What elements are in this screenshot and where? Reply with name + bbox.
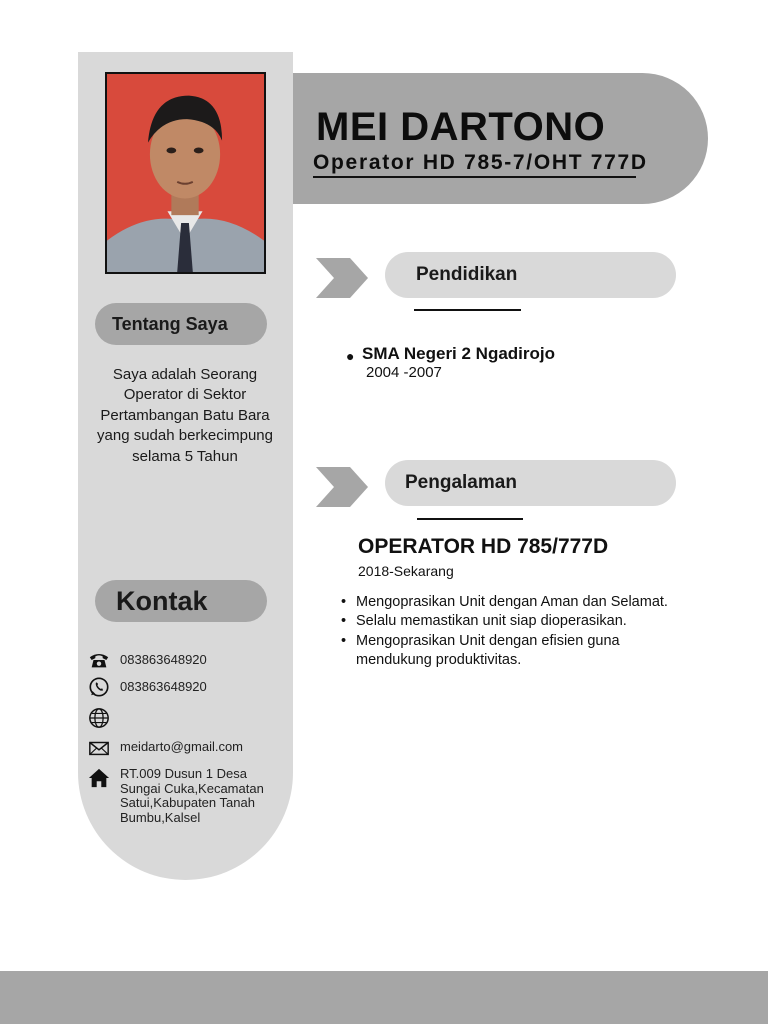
duty-item: • Mengoprasikan Unit dengan Aman dan Selamat. (341, 593, 686, 612)
portrait-illustration (107, 74, 264, 272)
telephone-icon (88, 649, 110, 671)
title-underline (313, 176, 636, 178)
contact-phone (88, 649, 207, 671)
home-icon (88, 767, 110, 789)
about-heading-text: Tentang Saya (112, 313, 228, 334)
full-name: MEI DARTONO (316, 105, 606, 149)
experience-divider (417, 518, 523, 520)
profile-photo (105, 72, 266, 274)
email-address: meidarto@gmail.com (120, 739, 244, 754)
job-position: OPERATOR HD 785/777D (358, 535, 609, 558)
education-divider (414, 309, 521, 311)
chevron-right-icon (316, 467, 368, 507)
footer-bar (0, 971, 768, 1024)
envelope-icon (88, 737, 110, 759)
education-heading (385, 252, 676, 298)
whatsapp-number: 083863648920 (120, 679, 207, 694)
experience-heading (385, 460, 676, 506)
contact-whatsapp (88, 676, 207, 698)
job-title: Operator HD 785-7/OHT 777D (313, 151, 648, 174)
about-description: Saya adalah Seorang Operator di Sektor Pertambangan Batu Bara yang sudah berkecimpung selama 5 Tahun (97, 366, 273, 465)
education-heading-text: Pendidikan (416, 264, 518, 285)
whatsapp-icon (88, 676, 110, 698)
bullet-icon: ● (346, 348, 355, 364)
duty-item: • Mengoprasikan Unit dengan efisien guna mendukung produktivitas. (341, 632, 686, 671)
chevron-right-icon (316, 258, 368, 298)
school-name: SMA Negeri 2 Ngadirojo (362, 344, 556, 363)
phone-number: 083863648920 (120, 652, 207, 667)
duties-list (341, 593, 686, 671)
address-text: RT.009 Dusun 1 Desa Sungai Cuka,Kecamatan Satui,Kabupaten Tanah Bumbu,Kalsel (120, 766, 264, 826)
duty-item: • Selalu memastikan unit siap dioperasikan. (341, 612, 686, 631)
school-years: 2004 -2007 (366, 364, 442, 381)
about-heading (95, 303, 267, 345)
contact-address (88, 767, 270, 826)
globe-icon (88, 707, 110, 729)
experience-heading-text: Pengalaman (405, 472, 517, 493)
contact-heading (95, 580, 267, 622)
contact-heading-text: Kontak (116, 585, 208, 616)
contact-email (88, 737, 243, 759)
contact-web (88, 707, 120, 729)
job-period: 2018-Sekarang (358, 563, 454, 579)
